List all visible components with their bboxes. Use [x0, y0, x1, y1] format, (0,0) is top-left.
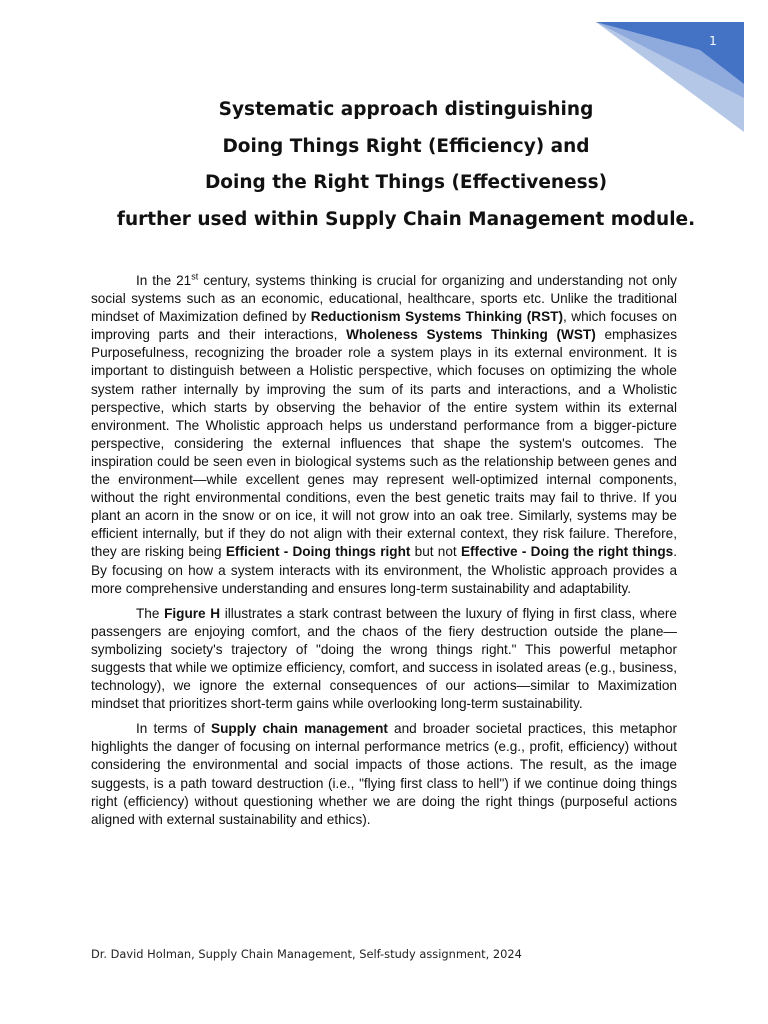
- title-line-1: Systematic approach distinguishing: [218, 99, 594, 120]
- term-efficient: Efficient - Doing things right: [225, 544, 411, 560]
- document-title: [60, 92, 752, 238]
- paragraph-supply-chain: [91, 720, 677, 829]
- text-run: , which focuses on improving parts and their interactions,: [91, 309, 677, 343]
- term-effective: Effective - Doing the right things: [460, 544, 674, 560]
- paragraph-figure-h: [91, 605, 677, 714]
- figure-reference: Figure H: [164, 605, 221, 621]
- text-run: In the 21: [136, 273, 192, 288]
- paragraph-systems-thinking: [91, 272, 677, 598]
- term-rst: Reductionism Systems Thinking (RST): [310, 309, 563, 325]
- page-number: 1: [709, 34, 717, 48]
- text-run: century, systems thinking is crucial for organizing and understanding not only social systems such as an economic, educational, healthcare, sports etc. Unlike the traditional mindset of Maximization defined by: [91, 273, 677, 325]
- text-run: emphasizes Purposefulness, recognizing the broader role a system plays in its external environment. It is important to distinguish between a Holistic perspective, which focuses on optimizing the whole system rather internally by improving the sum of its parts and interactions, and a Wholistic perspective, which starts by observing the behavior of the entire system within its external environment. The Wholistic approach helps us understand performance from a bigger-picture perspective, considering the external influences that shape the system's outcomes. The inspiration could be seen even in biological systems such as the relationship between genes and the environment—while excellent genes may represent well-optimized internal components, without the right environmental conditions, even the best genetic traits may fail to thrive. If you plant an acorn in the snow or on ice, it will not grow into an oak tree. Similarly, systems may be efficient internally, but if they do not align with their external context, they risk failure. Therefore, they are risking being: [91, 327, 678, 560]
- title-line-2: Doing Things Right (Efficiency) and: [222, 135, 590, 157]
- superscript: st: [191, 271, 199, 282]
- text-run: but not: [410, 544, 461, 560]
- page-footer: Dr. David Holman, Supply Chain Management, Self-study assignment, 2024: [91, 947, 522, 961]
- text-run: and broader societal practices, this metaphor highlights the danger of focusing on internal performance metrics (e.g., profit, efficiency) without considering the environmental and social impacts of those actions. The result, as the image suggests, is a path toward destruction (i.e., "flying first class to hell") if we continue doing things right (efficiency) without questioning whether we are doing the right things (purposeful actions aligned with external sustainability and ethics).: [91, 721, 677, 827]
- title-line-4: further used within Supply Chain Management module.: [116, 208, 696, 230]
- title-line-3: Doing the Right Things (Effectiveness): [204, 172, 608, 193]
- term-wst: Wholeness Systems Thinking (WST): [346, 327, 596, 343]
- text-run: In terms of: [136, 721, 212, 737]
- text-run: The: [136, 605, 165, 621]
- text-run: . By focusing on how a system interacts with its environment, the Wholistic approach provides a more comprehensive understanding and ensures long-term sustainability and adaptability.: [91, 544, 677, 596]
- term-supply-chain: Supply chain management: [211, 721, 388, 737]
- text-run: illustrates a stark contrast between the luxury of flying in first class, where passengers are enjoying comfort, and the chaos of the fiery destruction outside the plane—symbolizing society's trajectory of "doing the wrong things right." This powerful metaphor suggests that while we optimize efficiency, comfort, and success in isolated areas (e.g., business, technology), we ignore the external consequences of our actions—similar to Maximization mindset that prioritizes short-term gains while overlooking long-term sustainability.: [91, 605, 677, 712]
- document-body: [91, 272, 677, 836]
